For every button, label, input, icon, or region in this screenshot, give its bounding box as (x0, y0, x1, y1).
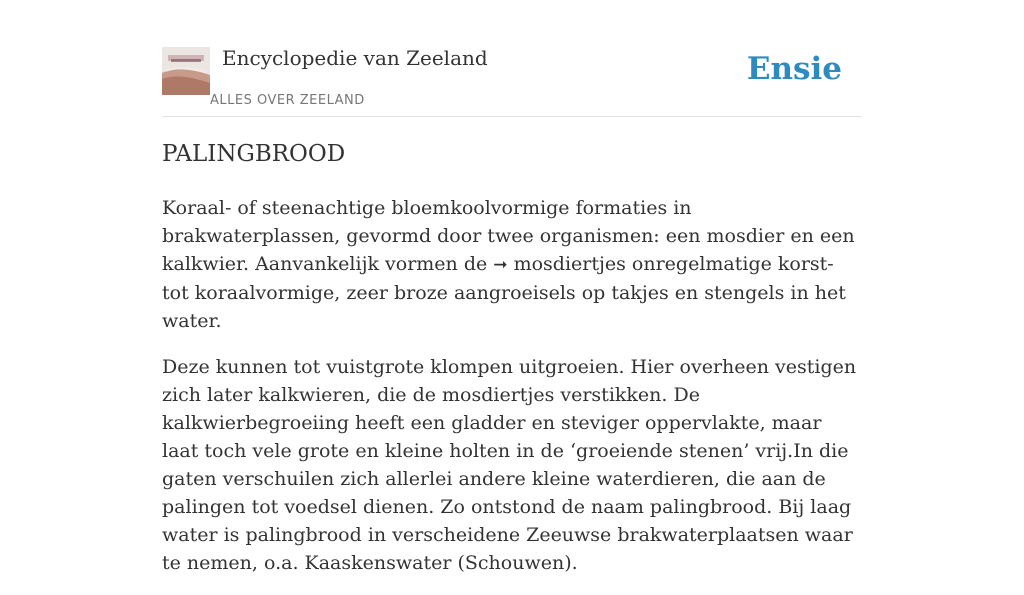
site-title[interactable]: Encyclopedie van Zeeland (222, 46, 488, 70)
article-title: PALINGBROOD (162, 141, 346, 167)
ensie-logo[interactable]: Ensie (746, 51, 842, 87)
eel-bread-photo-icon (162, 47, 210, 95)
paragraph-text: Koraal- of steenachtige bloemkoolvormige formaties in brakwaterplassen, gevormd door twee organismen: een mosdier en een kalkwier. Aanvankelijk vormen de (162, 197, 855, 275)
paragraph-text: mosdiertjes onregelmatige korst- tot koraalvormige, zeer broze aangroeisels op takjes en stengels in het water. (162, 253, 846, 332)
article (162, 138, 862, 595)
site-header (162, 0, 862, 117)
article-paragraph-2: Deze kunnen tot vuistgrote klompen uitgroeien. Hier overheen vestigen zich later kalkwieren, die de mosdiertjes verstikken. De kalkwierbegroeiing heeft een gladder en steviger oppervlakte, maar laat toch vele grote en kleine holten in de ‘groeiende stenen’ vrij.In die gaten verschuilen zich allerlei andere kleine waterdieren, die aan de palingen tot voedsel dienen. Zo ontstond de naam palingbrood. Bij laag water is palingbrood in verscheidene Zeeuwse brakwaterplaatsen waar te nemen, o.a. Kaaskenswater (Schouwen). (162, 356, 857, 574)
article-paragraph-1 (162, 194, 862, 335)
see-also-arrow-icon[interactable]: ➞ (493, 255, 508, 275)
site-avatar[interactable] (162, 47, 210, 95)
site-tagline: ALLES OVER ZEELAND (210, 93, 365, 108)
